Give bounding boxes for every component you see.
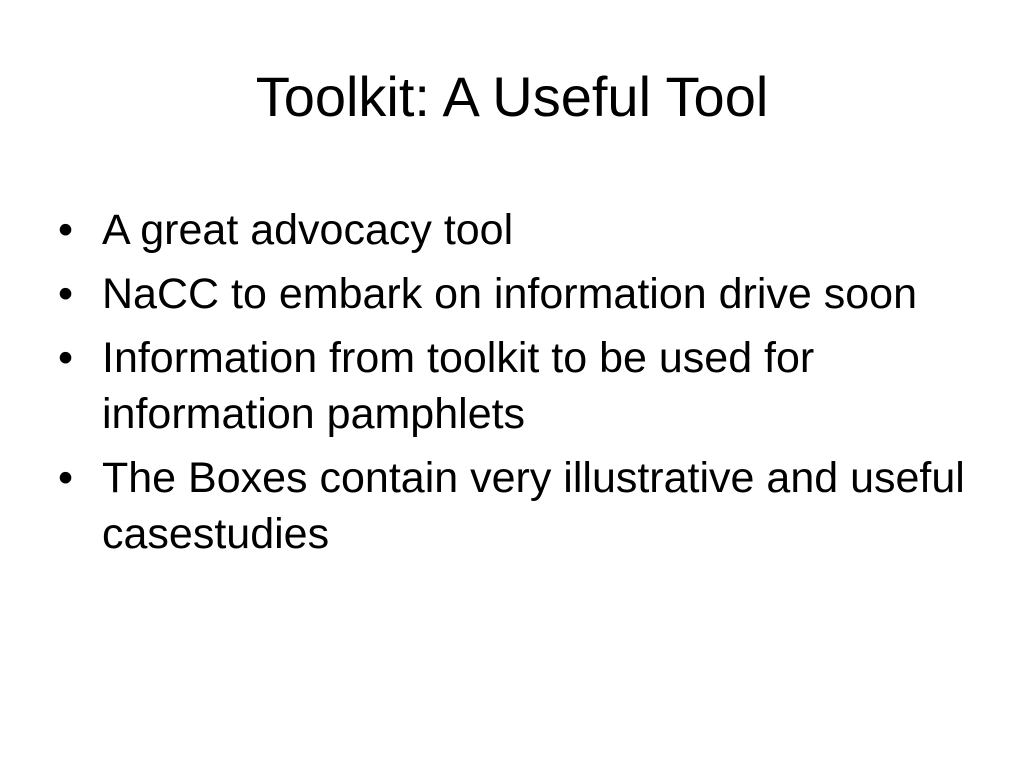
bullet-icon: •: [58, 334, 74, 382]
bullet-text: Information from toolkit to be used for information pamphlets: [102, 334, 815, 438]
bullet-item: [58, 202, 998, 258]
slide-title: Toolkit: A Useful Tool: [255, 65, 769, 128]
bullet-text: NaCC to embark on information drive soon: [102, 270, 917, 318]
bullet-icon: •: [58, 454, 74, 502]
bullet-icon: •: [58, 206, 74, 254]
bullet-item: [58, 330, 998, 442]
bullet-item: [58, 266, 998, 322]
bullet-item: [58, 450, 998, 562]
bullet-text: A great advocacy tool: [102, 206, 514, 254]
bullet-icon: •: [58, 270, 74, 318]
bullet-list: [58, 202, 998, 570]
bullet-text: The Boxes contain very illustrative and useful casestudies: [102, 454, 965, 558]
